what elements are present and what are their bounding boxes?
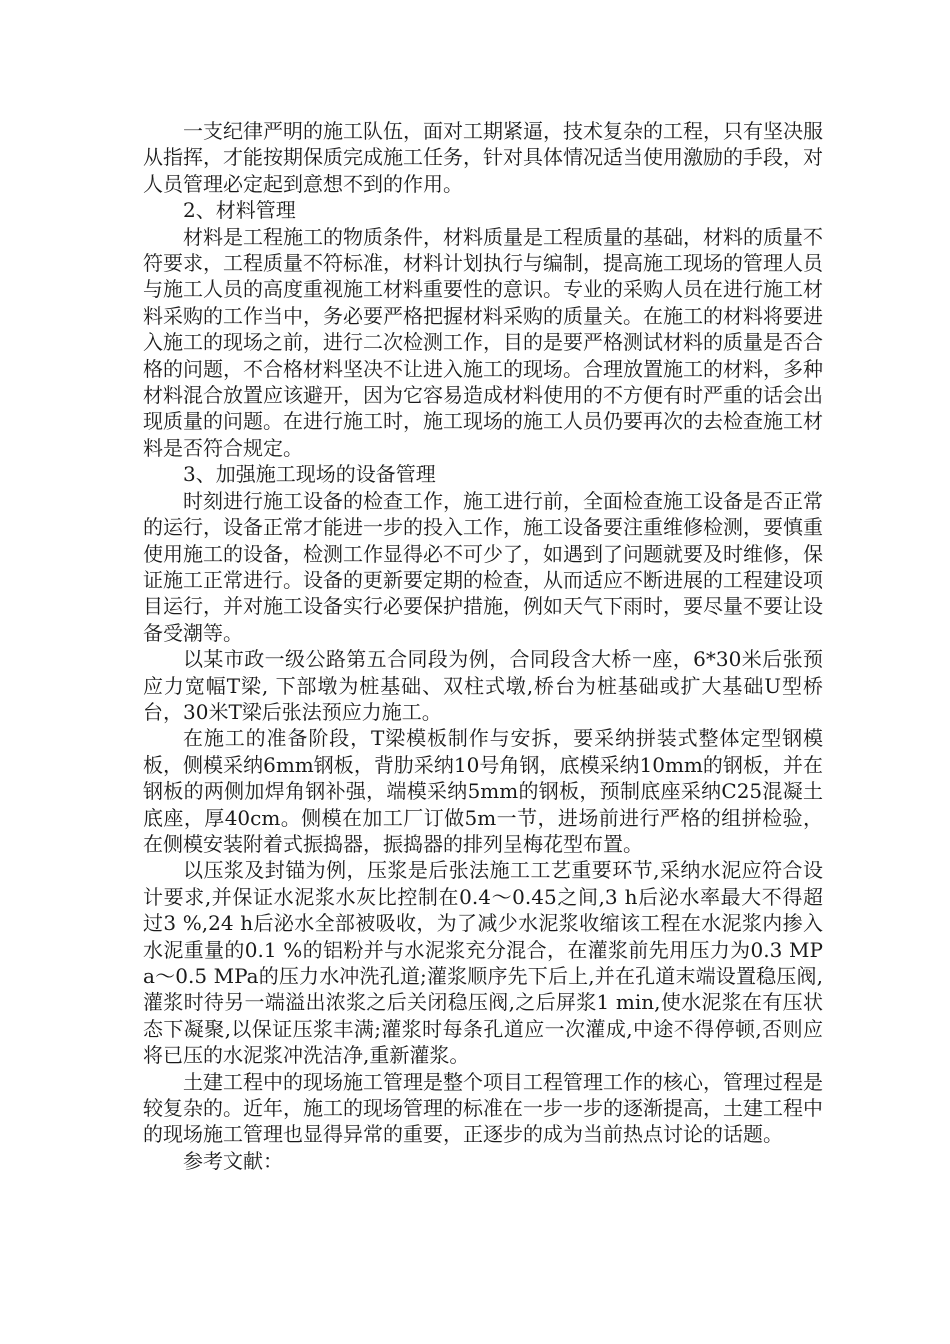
section-heading-materials: 2、材料管理 [183, 198, 296, 223]
paragraph-materials: 材料是工程施工的物质条件，材料质量是工程质量的基础，材料的质量不符要求，工程质量不符标准，材料计划执行与编制，提高施工现场的管理人员与施工人员的高度重视施工材料重要性的意识。专业的采购人员在进行施工材料采购的工作当中，务必要严格把握材料采购的质量关。在施工的材料将要进入施工的现场之前，进行二次检测工作，目的是要严格测试材料的质量是否合格的问题，不合格材料坚决不让进入施工的现场。合理放置施工的材料，多种材料混合放置应该避开，因为它容易造成材料使用的不方便有时严重的话会出现质量的问题。在进行施工时，施工现场的施工人员仍要再次的去检查施工材料是否符合规定。 [143, 224, 823, 460]
references-label: 参考文献： [183, 1148, 283, 1173]
paragraph-highway-example: 以某市政一级公路第五合同段为例，合同段含大桥一座，6*30米后张预应力宽幅T梁, 下部墩为桩基础、双柱式墩,桥台为桩基础或扩大基础U型桥台，30米T梁后张法预应力施工。 [143, 647, 823, 724]
section-heading-equipment: 3、加强施工现场的设备管理 [183, 462, 436, 487]
document-body [143, 118, 823, 1174]
paragraph-formwork: 在施工的准备阶段，T梁模板制作与安拆，要采纳拼装式整体定型钢模板，侧模采纳6mm钢板，背肋采纳10号角钢，底模采纳10mm的钢板，并在钢板的两侧加焊角钢补强，端模采纳5mm的钢板，预制底座采纳C25混凝土底座，厚40cm。侧模在加工厂订做5m一节，进场前进行严格的组拼检验，在侧模安装附着式振捣器，振捣器的排列呈梅花型布置。 [143, 726, 823, 856]
paragraph-equipment: 时刻进行施工设备的检查工作，施工进行前，全面检查施工设备是否正常的运行，设备正常才能进一步的投入工作，施工设备要注重维修检测，要慎重使用施工的设备，检测工作显得必不可少了，如遇到了问题就要及时维修，保证施工正常进行。设备的更新要定期的检查，从而适应不断进展的工程建设项目运行，并对施工设备实行必要保护措施，例如天气下雨时，要尽量不要让设备受潮等。 [143, 488, 823, 645]
paragraph-conclusion: 土建工程中的现场施工管理是整个项目工程管理工作的核心，管理过程是较复杂的。近年，施工的现场管理的标准在一步一步的逐渐提高，土建工程中的现场施工管理也显得异常的重要，正逐步的成为当前热点讨论的话题。 [143, 1069, 823, 1147]
paragraph-team-discipline: 一支纪律严明的施工队伍，面对工期紧逼，技术复杂的工程，只有坚决服从指挥，才能按期保质完成施工任务，针对具体情况适当使用激励的手段，对人员管理必定起到意想不到的作用。 [143, 119, 823, 196]
paragraph-grouting: 以压浆及封锚为例，压浆是后张法施工工艺重要环节,采纳水泥应符合设计要求,并保证水泥浆水灰比控制在0.4～0.45之间,3 h后泌水率最大不得超过3 %,24 h后泌水全部被吸收，为了减少水泥浆收缩该工程在水泥浆内掺入水泥重量的0.1 %的铝粉并与水泥浆充分混合，在灌浆前先用压力为0.3 MPa～0.5 MPa的压力水冲洗孔道;灌浆顺序先下后上,并在孔道末端设置稳压阀,灌浆时待另一端溢出浓浆之后关闭稳压阀,之后屏浆1 min,使水泥浆在有压状态下凝聚,以保证压浆丰满;灌浆时每条孔道应一次灌成,中途不得停顿,否则应将已压的水泥浆冲洗洁净,重新灌浆。 [143, 858, 823, 1068]
